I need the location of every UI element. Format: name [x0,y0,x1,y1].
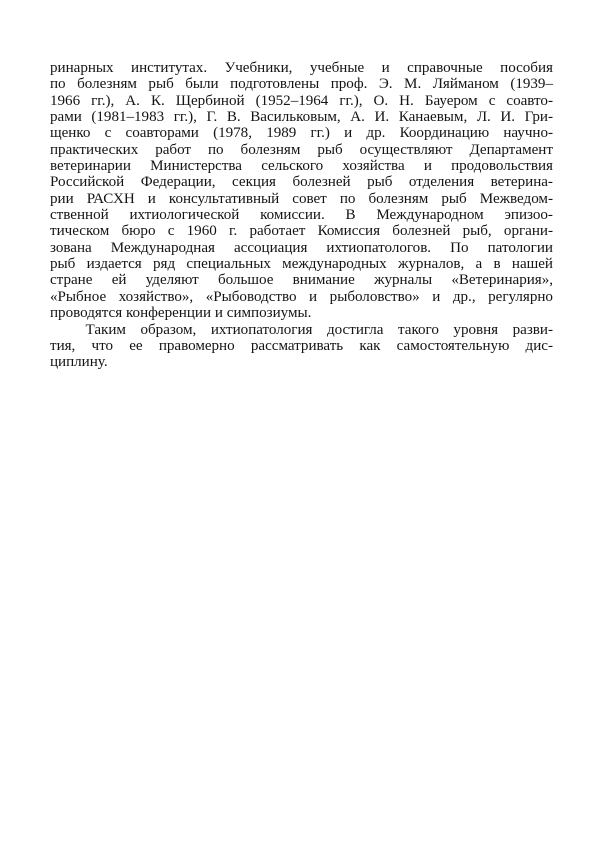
word: учебные [309,60,365,76]
word: образом, [140,321,197,338]
word: Координацию [399,125,490,142]
word: патологии [487,239,553,256]
word: болезней [392,223,451,240]
word: регулярно [488,288,553,305]
word: М. [404,76,422,93]
word: достигла [327,321,384,338]
word: Э. [378,76,393,93]
word: институтах. [131,60,208,76]
word: по [50,76,66,93]
word: большое [218,272,274,289]
word: соавто- [506,92,553,109]
text-line [50,191,553,207]
word: «Рыбное [50,288,107,305]
word: уделяют [145,272,199,289]
word: были [185,76,219,93]
word: болезням [368,190,429,207]
paragraph-indent [50,322,71,338]
word: Департамент [469,141,553,158]
word: соавторами [125,125,199,142]
word: И. [374,109,390,126]
word: др. [366,125,386,142]
word: В [345,207,356,224]
page-text-block [50,60,553,371]
word: с [488,92,496,109]
word: секция [232,174,276,191]
word: совет [292,190,327,207]
paragraph-2 [50,322,553,371]
word: разви- [512,321,553,338]
word: Васильковым, [250,109,341,126]
word: рыболовство» [329,288,420,305]
word: рыб [317,141,343,158]
word: Канаевым, [398,109,468,126]
word: проф. [330,76,368,93]
word: (1981–1983 [91,109,165,126]
text-line [50,240,553,256]
word: «Рыбоводство [205,288,297,305]
word: консультативный [168,190,280,207]
text-line [50,158,553,174]
word: щенко [50,125,91,142]
word: работ [155,141,191,158]
word: международных [282,256,387,273]
word: бюро [121,223,156,240]
word: продовольствия [451,158,553,175]
word: ихтиологической [129,207,240,224]
word: (1939– [510,76,553,93]
word: рыб [441,190,467,207]
word: гг.), [91,92,115,109]
word: г. [228,223,238,240]
word: нашей [511,256,553,273]
word: издается [86,256,142,273]
text-line [50,142,553,158]
word: Международном [376,207,484,224]
word: тическом [50,223,110,240]
word: К. [150,92,165,109]
text-line [50,60,553,76]
word: хозяйство», [118,288,194,305]
word: самостоятельную [396,337,510,354]
text-line: циплину. [50,354,108,371]
word: ихтиопатология [210,321,313,338]
word: ринарных [50,60,114,76]
word: гг.), [173,109,197,126]
paragraph-1 [50,60,553,322]
word: Международная [110,239,215,256]
word: журналы [374,272,433,289]
text-line [50,174,553,190]
word: правомерно [158,337,235,354]
word: и [147,190,156,207]
word: Л. [476,109,491,126]
word: дис- [525,337,553,354]
word: стране [50,272,93,289]
word: уровня [453,321,499,338]
word: др., [452,288,476,305]
word: рами [50,109,82,126]
word: в [493,256,501,273]
word: 1966 [50,92,81,109]
word: гг.), [339,92,363,109]
word: Ляйманом [432,76,499,93]
text-line [50,207,553,223]
word: рии [50,190,74,207]
word: 1960 [186,223,217,240]
word: подготовлены [230,76,320,93]
word: и [309,288,318,305]
word: Комиссия [317,223,381,240]
word: ее [129,337,143,354]
word: ихтиопатологов. [326,239,432,256]
word: справочные [407,60,483,76]
word: с [167,223,175,240]
word: рыб [50,256,76,273]
word: Межведом- [479,190,553,207]
word: рыб, [462,223,492,240]
word: ветерина- [490,174,553,191]
word: и [344,125,353,142]
word: рассматривать [250,337,344,354]
word: органи- [503,223,553,240]
word: Министерства [150,158,242,175]
word: с [104,125,112,142]
word: 1989 [266,125,297,142]
word: Г. [206,109,218,126]
word: пособия [500,60,553,76]
text-line [50,338,553,354]
word: (1978, [213,125,252,142]
word: болезней [292,174,351,191]
word: такого [398,321,439,338]
word: журналов, [397,256,465,273]
word: что [91,337,114,354]
word: хозяйства [342,158,405,175]
text-line [50,223,553,239]
word: тия, [50,337,76,354]
text-line [50,272,553,288]
text-line [50,289,553,305]
word: как [359,337,381,354]
word: осуществляют [359,141,453,158]
word: рыб [367,174,393,191]
word: и [381,60,390,76]
text-line [50,109,553,125]
word: отделения [408,174,475,191]
word: а [475,256,483,273]
word: А. [125,92,140,109]
word: «Ветеринария», [451,272,553,289]
word: болезням [240,141,301,158]
word: ей [111,272,127,289]
word: Российской [50,174,125,191]
word: Н. [399,92,414,109]
text-line: проводятся конференции и симпозиумы. [50,305,312,322]
word: ряд [153,256,176,273]
word: сельского [261,158,324,175]
word: комиссии. [260,207,325,224]
word: Щербиной [175,92,245,109]
word: по [339,190,356,207]
text-line [50,322,553,338]
word: научно- [503,125,553,142]
word: ственной [50,207,109,224]
word: и [423,158,432,175]
word: внимание [292,272,355,289]
word: ассоциация [233,239,308,256]
word: О. [373,92,389,109]
word: практических [50,141,139,158]
word: гг.) [310,125,330,142]
word: РАСХН [86,190,135,207]
text-line [50,125,553,141]
word: специальных [186,256,271,273]
word: В. [226,109,241,126]
word: (1952–1964 [255,92,329,109]
word: И. [500,109,516,126]
word: по [207,141,224,158]
word: зована [50,239,92,256]
word: болезням [77,76,137,93]
word: Гри- [524,109,553,126]
text-line [50,256,553,272]
word: Таким [85,321,126,338]
text-line [50,76,553,92]
word: А. [350,109,365,126]
word: рыб [148,76,174,93]
word: ветеринарии [50,158,131,175]
word: работает [249,223,306,240]
word: эпизоо- [504,207,553,224]
word: и [432,288,441,305]
word: По [450,239,469,256]
word: Бауером [424,92,478,109]
word: Учебники, [224,60,293,76]
text-line [50,93,553,109]
word: Федерации, [140,174,216,191]
